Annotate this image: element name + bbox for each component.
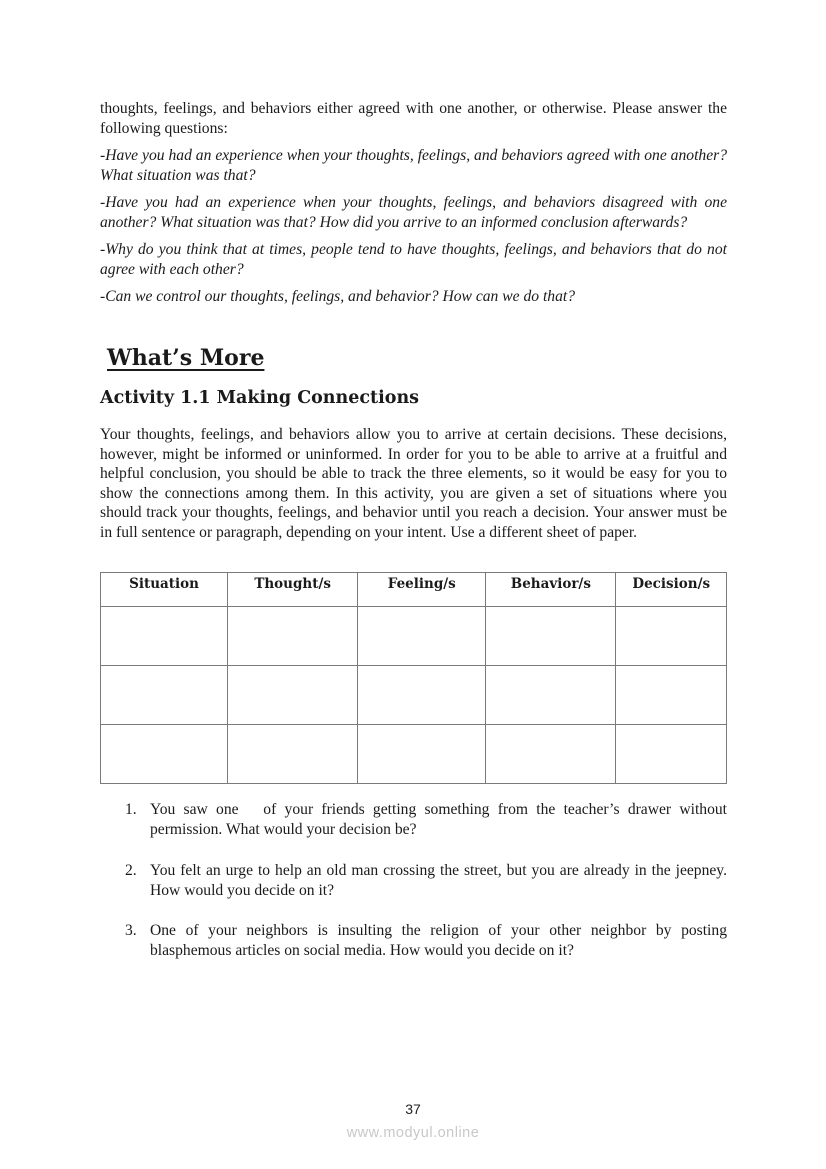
table-cell: [358, 725, 486, 784]
table-row: [101, 725, 727, 784]
table-cell: [228, 666, 358, 725]
header-thoughts: Thought/s: [228, 573, 358, 607]
header-feelings: Feeling/s: [358, 573, 486, 607]
table-cell: [228, 607, 358, 666]
page-number: 37: [405, 1101, 421, 1117]
section-title: What’s More: [107, 345, 265, 371]
situation-list: [100, 800, 731, 961]
table-cell: [358, 666, 486, 725]
list-number: 3.: [125, 922, 137, 939]
list-item: [100, 921, 727, 961]
intro-lead: thoughts, feelings, and behaviors either agreed with one another, or otherwise. Please answer the following questions:: [100, 100, 727, 137]
situation-text: You felt an urge to help an old man crossing the street, but you are already in the jeepney. How would you decide on it?: [150, 862, 727, 899]
reflection-question: -Why do you think that at times, people tend to have thoughts, feelings, and behaviors that do not agree with each other?: [100, 241, 727, 278]
table-cell: [486, 607, 616, 666]
reflection-question: -Have you had an experience when your thoughts, feelings, and behaviors agreed with one another? What situation was that?: [100, 147, 727, 184]
list-number: 2.: [125, 862, 137, 879]
header-behaviors: Behavior/s: [486, 573, 616, 607]
list-item: [100, 861, 727, 901]
table-header-row: [101, 573, 727, 607]
list-number: 1.: [125, 801, 137, 818]
situation-text: One of your neighbors is insulting the religion of your other neighbor by posting blasphemous articles on social media. How would you decide on it?: [150, 922, 727, 959]
table-row: [101, 607, 727, 666]
situation-text: You saw one of your friends getting something from the teacher’s drawer without permission. What would your decision be?: [150, 801, 731, 838]
table-row: [101, 666, 727, 725]
table-cell: [101, 666, 228, 725]
table-cell: [358, 607, 486, 666]
header-situation: Situation: [101, 573, 228, 607]
reflection-question: -Can we control our thoughts, feelings, and behavior? How can we do that?: [100, 288, 575, 305]
table-cell: [616, 607, 727, 666]
activity-title: Activity 1.1 Making Connections: [100, 388, 420, 408]
table-cell: [486, 725, 616, 784]
activity-table: [100, 572, 727, 784]
header-decisions: Decision/s: [616, 573, 727, 607]
table-cell: [101, 725, 228, 784]
activity-instructions: Your thoughts, feelings, and behaviors allow you to arrive at certain decisions. These decisions, however, might be informed or uninformed. In order for you to be able to arrive at a fruitful and helpful conclusion, you should be able to track the three elements, so it would be easy for you to show the connections among them. In this activity, you are given a set of situations where you should track your thoughts, feelings, and behavior until you reach a decision. Your answer must be in full sentence or paragraph, depending on your intent. Use a different sheet of paper.: [100, 426, 727, 541]
table-cell: [228, 725, 358, 784]
table-cell: [101, 607, 228, 666]
table-cell: [616, 725, 727, 784]
intro-block: [100, 99, 727, 307]
table-cell: [616, 666, 727, 725]
list-item: [100, 800, 731, 840]
reflection-question: -Have you had an experience when your thoughts, feelings, and behaviors disagreed with one another? What situation was that? How did you arrive to an informed conclusion afterwards?: [100, 194, 727, 231]
watermark: www.modyul.online: [346, 1125, 480, 1141]
table-cell: [486, 666, 616, 725]
